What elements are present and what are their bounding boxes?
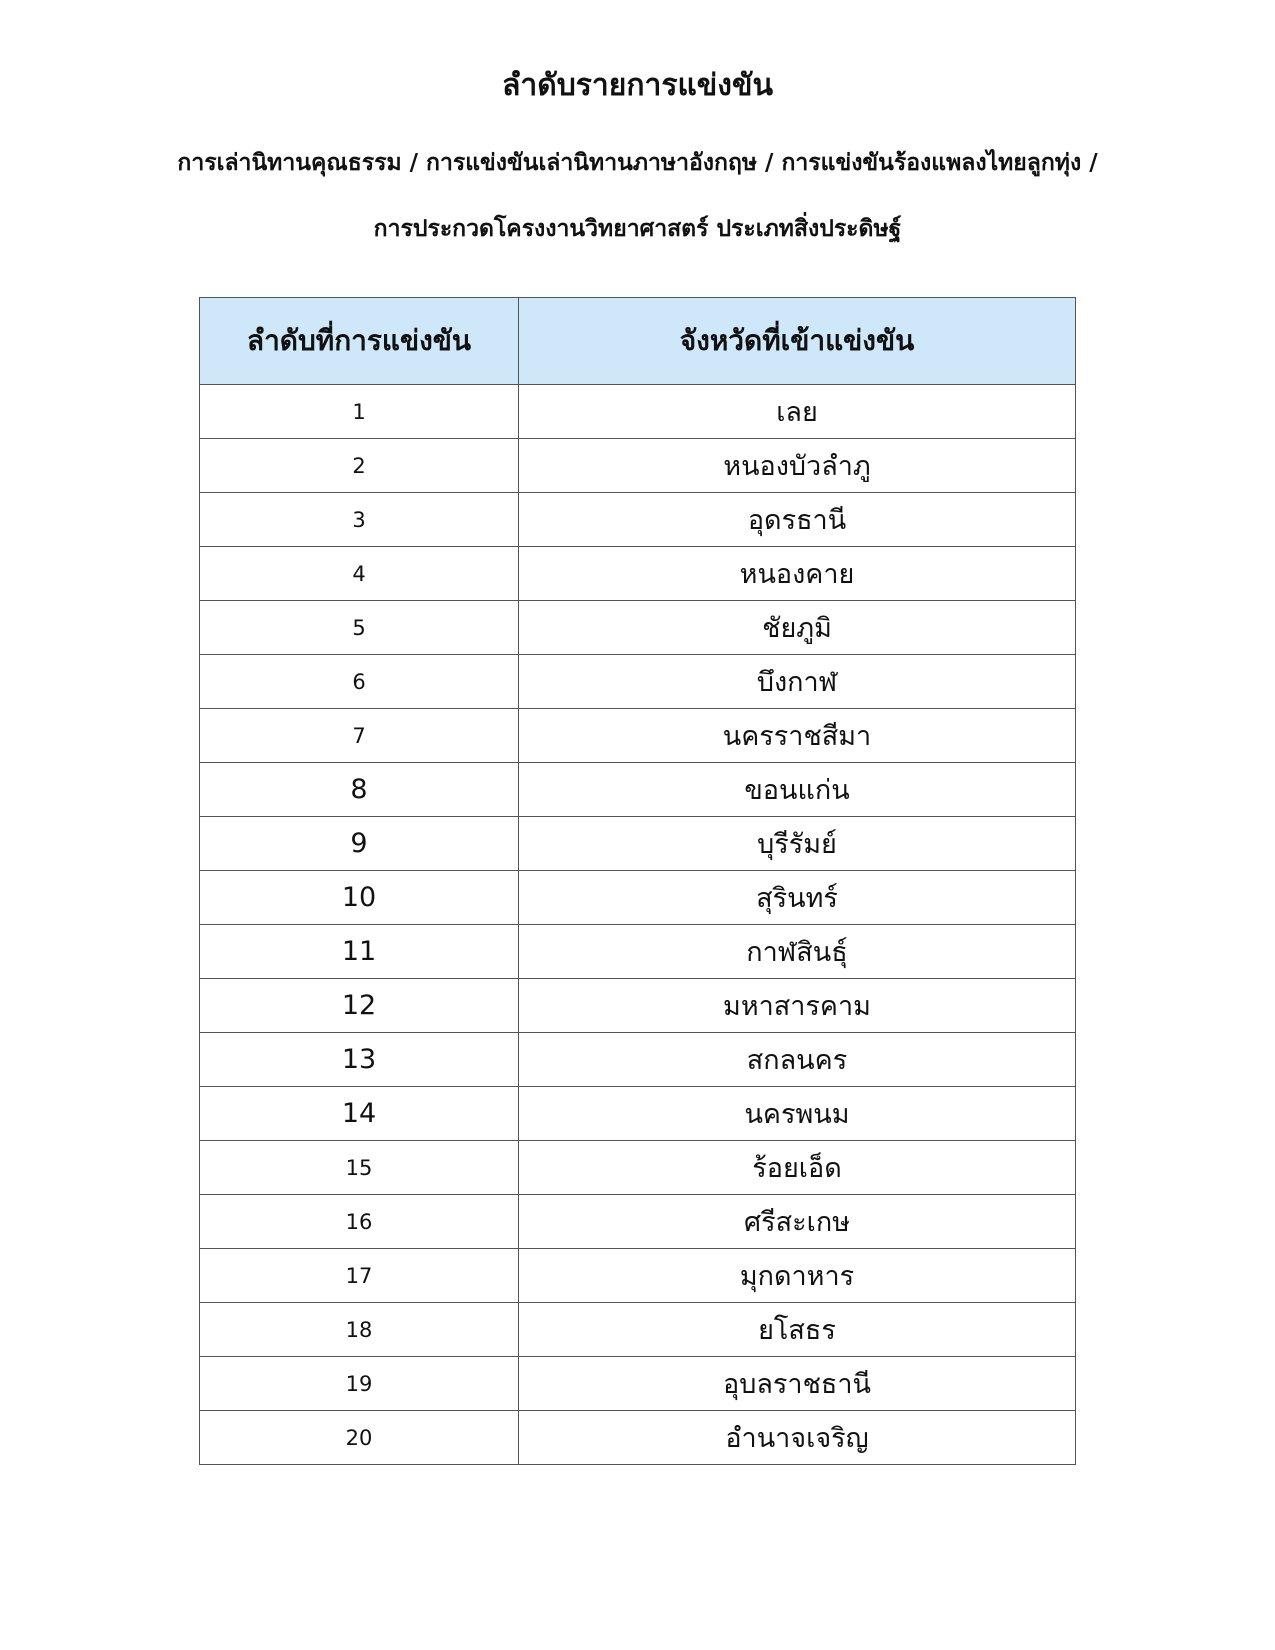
table-row — [200, 817, 1076, 871]
table-row — [200, 439, 1076, 493]
province-cell: ยโสธร — [519, 1303, 1076, 1357]
table-row — [200, 871, 1076, 925]
order-cell: 18 — [200, 1303, 519, 1357]
table-row — [200, 709, 1076, 763]
province-cell: ขอนแก่น — [519, 763, 1076, 817]
order-cell: 8 — [200, 763, 519, 817]
order-cell: 19 — [200, 1357, 519, 1411]
table-row — [200, 925, 1076, 979]
table-row — [200, 493, 1076, 547]
province-cell: ชัยภูมิ — [519, 601, 1076, 655]
order-cell: 2 — [200, 439, 519, 493]
order-cell: 12 — [200, 979, 519, 1033]
province-cell: หนองคาย — [519, 547, 1076, 601]
order-cell: 3 — [200, 493, 519, 547]
order-cell: 15 — [200, 1141, 519, 1195]
table-row — [200, 1141, 1076, 1195]
table-row — [200, 979, 1076, 1033]
competition-order-table — [199, 297, 1076, 1465]
table-row — [200, 763, 1076, 817]
order-cell: 14 — [200, 1087, 519, 1141]
province-cell: นครพนม — [519, 1087, 1076, 1141]
table-row — [200, 1411, 1076, 1465]
order-cell: 13 — [200, 1033, 519, 1087]
order-cell: 20 — [200, 1411, 519, 1465]
province-cell: บึงกาฬ — [519, 655, 1076, 709]
order-cell: 6 — [200, 655, 519, 709]
table-row — [200, 1087, 1076, 1141]
province-cell: ศรีสะเกษ — [519, 1195, 1076, 1249]
province-cell: เลย — [519, 385, 1076, 439]
subtitle-line-2: การประกวดโครงงานวิทยาศาสตร์ ประเภทสิ่งประดิษฐ์ — [373, 216, 902, 242]
table-row — [200, 385, 1076, 439]
table-row — [200, 1303, 1076, 1357]
province-cell: สุรินทร์ — [519, 871, 1076, 925]
header-order: ลำดับที่การแข่งขัน — [200, 298, 519, 385]
order-cell: 5 — [200, 601, 519, 655]
order-cell: 1 — [200, 385, 519, 439]
province-cell: สกลนคร — [519, 1033, 1076, 1087]
province-cell: บุรีรัมย์ — [519, 817, 1076, 871]
province-cell: อุดรธานี — [519, 493, 1076, 547]
subtitle-line-1: การเล่านิทานคุณธรรม / การแข่งขันเล่านิทานภาษาอังกฤษ / การแข่งขันร้องแพลงไทยลูกทุ่ง / — [177, 150, 1098, 176]
header-province: จังหวัดที่เข้าแข่งขัน — [519, 298, 1076, 385]
order-cell: 10 — [200, 871, 519, 925]
province-cell: มหาสารคาม — [519, 979, 1076, 1033]
province-cell: นครราชสีมา — [519, 709, 1076, 763]
province-cell: ร้อยเอ็ด — [519, 1141, 1076, 1195]
table-row — [200, 1357, 1076, 1411]
table-header-row — [200, 298, 1076, 385]
province-cell: หนองบัวลำภู — [519, 439, 1076, 493]
order-cell: 9 — [200, 817, 519, 871]
province-cell: อุบลราชธานี — [519, 1357, 1076, 1411]
order-cell: 4 — [200, 547, 519, 601]
order-cell: 11 — [200, 925, 519, 979]
table-row — [200, 547, 1076, 601]
table-row — [200, 655, 1076, 709]
table-row — [200, 1033, 1076, 1087]
order-cell: 16 — [200, 1195, 519, 1249]
province-cell: อำนาจเจริญ — [519, 1411, 1076, 1465]
table-row — [200, 1195, 1076, 1249]
order-cell: 17 — [200, 1249, 519, 1303]
page-title: ลำดับรายการแข่งขัน — [502, 68, 773, 103]
table-row — [200, 1249, 1076, 1303]
province-cell: กาฬสินธุ์ — [519, 925, 1076, 979]
province-cell: มุกดาหาร — [519, 1249, 1076, 1303]
order-cell: 7 — [200, 709, 519, 763]
table-row — [200, 601, 1076, 655]
